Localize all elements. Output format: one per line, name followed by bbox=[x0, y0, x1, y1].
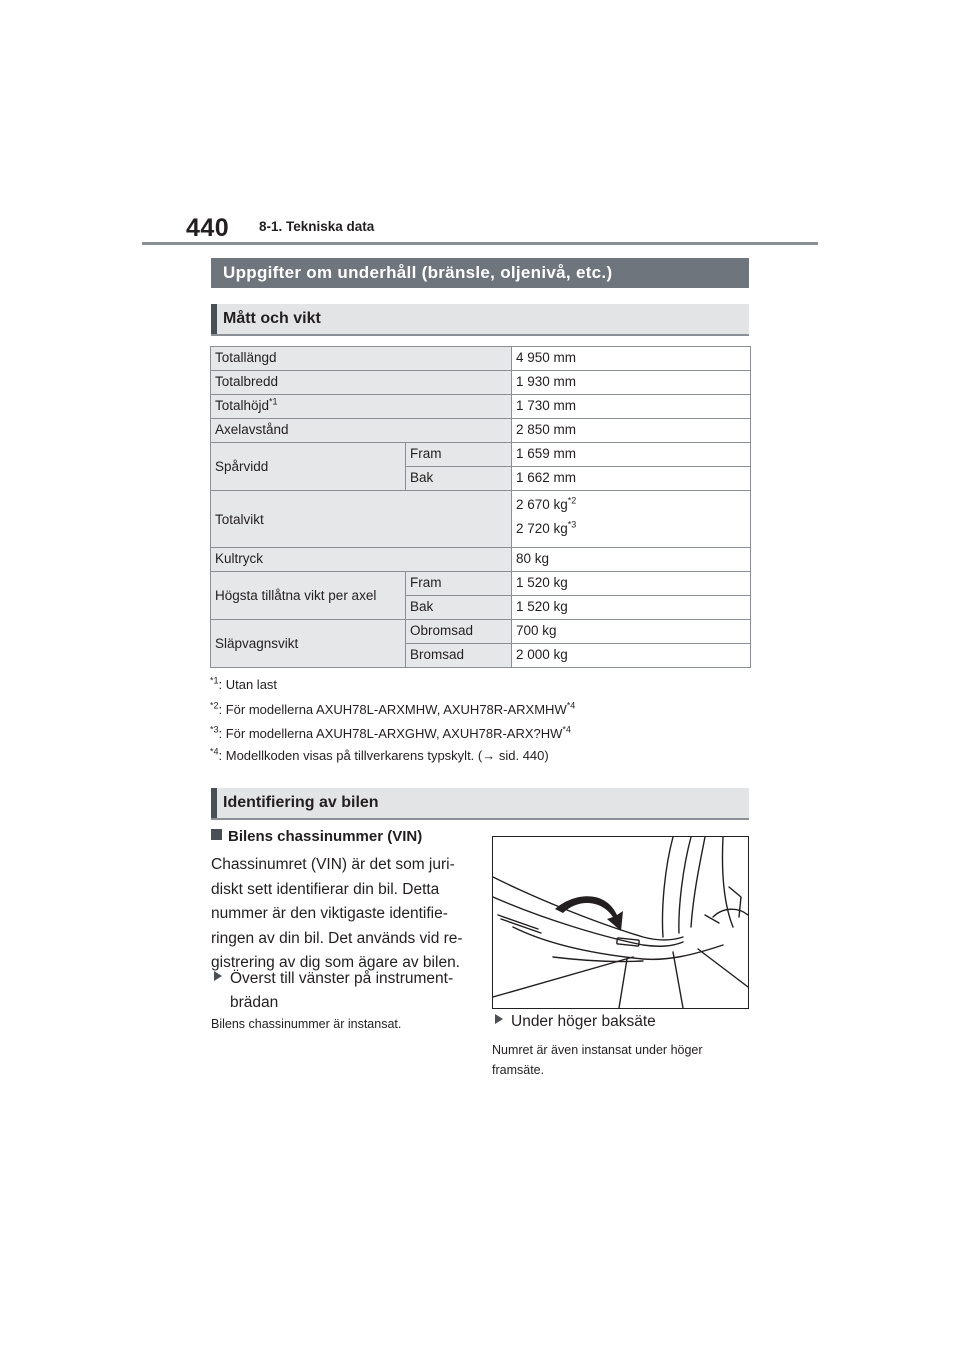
table-row bbox=[211, 419, 751, 443]
vin-heading-text: Bilens chassinummer (VIN) bbox=[228, 828, 423, 845]
triangle-bullet-icon bbox=[495, 1014, 503, 1024]
row-label: Axelavstånd bbox=[211, 419, 512, 443]
table-row bbox=[211, 371, 751, 395]
row-sublabel: Bak bbox=[406, 596, 512, 620]
main-banner: Uppgifter om underhåll (bränsle, oljenivå, etc.) bbox=[211, 258, 749, 288]
vin-line: diskt sett identifierar din bil. Detta bbox=[211, 880, 440, 898]
vin-heading bbox=[211, 828, 422, 845]
table-row bbox=[211, 443, 751, 467]
vin-line: gistrering av dig som ägare av bilen. bbox=[211, 954, 460, 971]
pointer-arrow-icon bbox=[555, 896, 623, 931]
footnote-1 bbox=[210, 677, 277, 692]
footnote-mark: *3 bbox=[210, 724, 219, 735]
table-row bbox=[211, 620, 751, 644]
footnote-text: : Modellkoden visas på tillverkarens typskylt. ( bbox=[218, 748, 483, 763]
row-sublabel: Bak bbox=[406, 467, 512, 491]
square-bullet-icon bbox=[211, 829, 222, 840]
row-sublabel: Fram bbox=[406, 443, 512, 467]
subhead-identification bbox=[211, 788, 749, 820]
row-value: 80 kg bbox=[512, 548, 751, 572]
row-sublabel: Bromsad bbox=[406, 644, 512, 668]
table-row bbox=[211, 347, 751, 371]
footnote-ref: *2 bbox=[567, 495, 577, 506]
row-value: 2 000 kg bbox=[512, 644, 751, 668]
row-value bbox=[512, 491, 751, 548]
page-ref-link[interactable]: sid. 440) bbox=[495, 748, 549, 763]
bullet-text: Under höger baksäte bbox=[511, 1013, 656, 1030]
table-row bbox=[211, 548, 751, 572]
page-number: 440 bbox=[186, 214, 230, 242]
row-label: Högsta tillåtna vikt per axel bbox=[211, 572, 406, 620]
row-label bbox=[211, 395, 512, 419]
weight-value-2 bbox=[516, 517, 746, 541]
row-label-text: Totalhöjd bbox=[215, 398, 270, 413]
weight-value-1 bbox=[516, 493, 746, 517]
rear-seat-note bbox=[492, 1040, 752, 1080]
vin-note: Bilens chassinummer är instansat. bbox=[211, 1017, 402, 1031]
footnote-2 bbox=[210, 702, 575, 717]
row-value: 1 930 mm bbox=[512, 371, 751, 395]
footnote-text: : För modellerna AXUH78L-ARXMHW, AXUH78R-ARXMHW bbox=[218, 702, 567, 717]
table-row bbox=[211, 395, 751, 419]
vin-paragraph bbox=[211, 853, 477, 976]
subhead-dimensions-title: Mått och vikt bbox=[223, 310, 321, 327]
row-sublabel: Obromsad bbox=[406, 620, 512, 644]
subhead-bar bbox=[211, 304, 217, 334]
header-rule bbox=[142, 242, 818, 245]
vin-line: Chassinumret (VIN) är det som juri- bbox=[211, 856, 455, 873]
row-sublabel: Fram bbox=[406, 572, 512, 596]
vin-location-illustration bbox=[492, 836, 749, 1009]
row-value: 700 kg bbox=[512, 620, 751, 644]
footnote-mark: *2 bbox=[210, 700, 219, 711]
vin-line: ringen av din bil. Det används vid re- bbox=[211, 929, 463, 947]
subhead-bar bbox=[211, 788, 217, 818]
subhead-identification-title: Identifiering av bilen bbox=[223, 794, 379, 811]
footnote-mark: *4 bbox=[210, 746, 219, 757]
footnote-ref: *3 bbox=[567, 519, 577, 530]
row-label: Släpvagnsvikt bbox=[211, 620, 406, 668]
footnote-mark: *1 bbox=[210, 675, 219, 686]
row-label: Totallängd bbox=[211, 347, 512, 371]
subhead-dimensions bbox=[211, 304, 749, 336]
location-bullet-rear-seat bbox=[495, 1013, 656, 1031]
footnote-ref: *1 bbox=[269, 396, 278, 407]
section-title: 8-1. Tekniska data bbox=[259, 219, 375, 234]
row-value: 1 662 mm bbox=[512, 467, 751, 491]
arrow-icon: → bbox=[482, 748, 496, 763]
footnote-text: : För modellerna AXUH78L-ARXGHW, AXUH78R-ARX?HW bbox=[218, 726, 563, 741]
footnote-3 bbox=[210, 726, 571, 741]
note-line: framsäte. bbox=[492, 1063, 545, 1077]
triangle-bullet-icon bbox=[214, 971, 222, 981]
row-value: 1 520 kg bbox=[512, 596, 751, 620]
bullet-line-1 bbox=[214, 967, 476, 991]
row-value: 1 659 mm bbox=[512, 443, 751, 467]
vin-line: nummer är den viktigaste identifie- bbox=[211, 905, 448, 922]
table-row bbox=[211, 572, 751, 596]
footnote-ref: *4 bbox=[566, 700, 576, 711]
dashboard-vin-illustration bbox=[493, 837, 748, 1008]
weight-value-1-text: 2 670 kg bbox=[516, 497, 568, 512]
location-bullet-dashboard bbox=[214, 967, 476, 1015]
row-value: 1 730 mm bbox=[512, 395, 751, 419]
note-line: Numret är även instansat under höger bbox=[492, 1043, 703, 1057]
spec-table bbox=[210, 346, 751, 668]
weight-value-2-text: 2 720 kg bbox=[516, 521, 568, 536]
bullet-line-2: brädan bbox=[230, 994, 279, 1011]
table-row bbox=[211, 491, 751, 548]
footnote-4 bbox=[210, 748, 549, 763]
row-value: 2 850 mm bbox=[512, 419, 751, 443]
footnote-ref: *4 bbox=[562, 724, 571, 735]
row-label: Spårvidd bbox=[211, 443, 406, 491]
footnote-text: : Utan last bbox=[218, 677, 278, 692]
row-label: Kultryck bbox=[211, 548, 512, 572]
bullet-text: Överst till vänster på instrument- bbox=[230, 970, 454, 987]
row-label: Totalbredd bbox=[211, 371, 512, 395]
row-value: 4 950 mm bbox=[512, 347, 751, 371]
row-value: 1 520 kg bbox=[512, 572, 751, 596]
row-label: Totalvikt bbox=[211, 491, 512, 548]
